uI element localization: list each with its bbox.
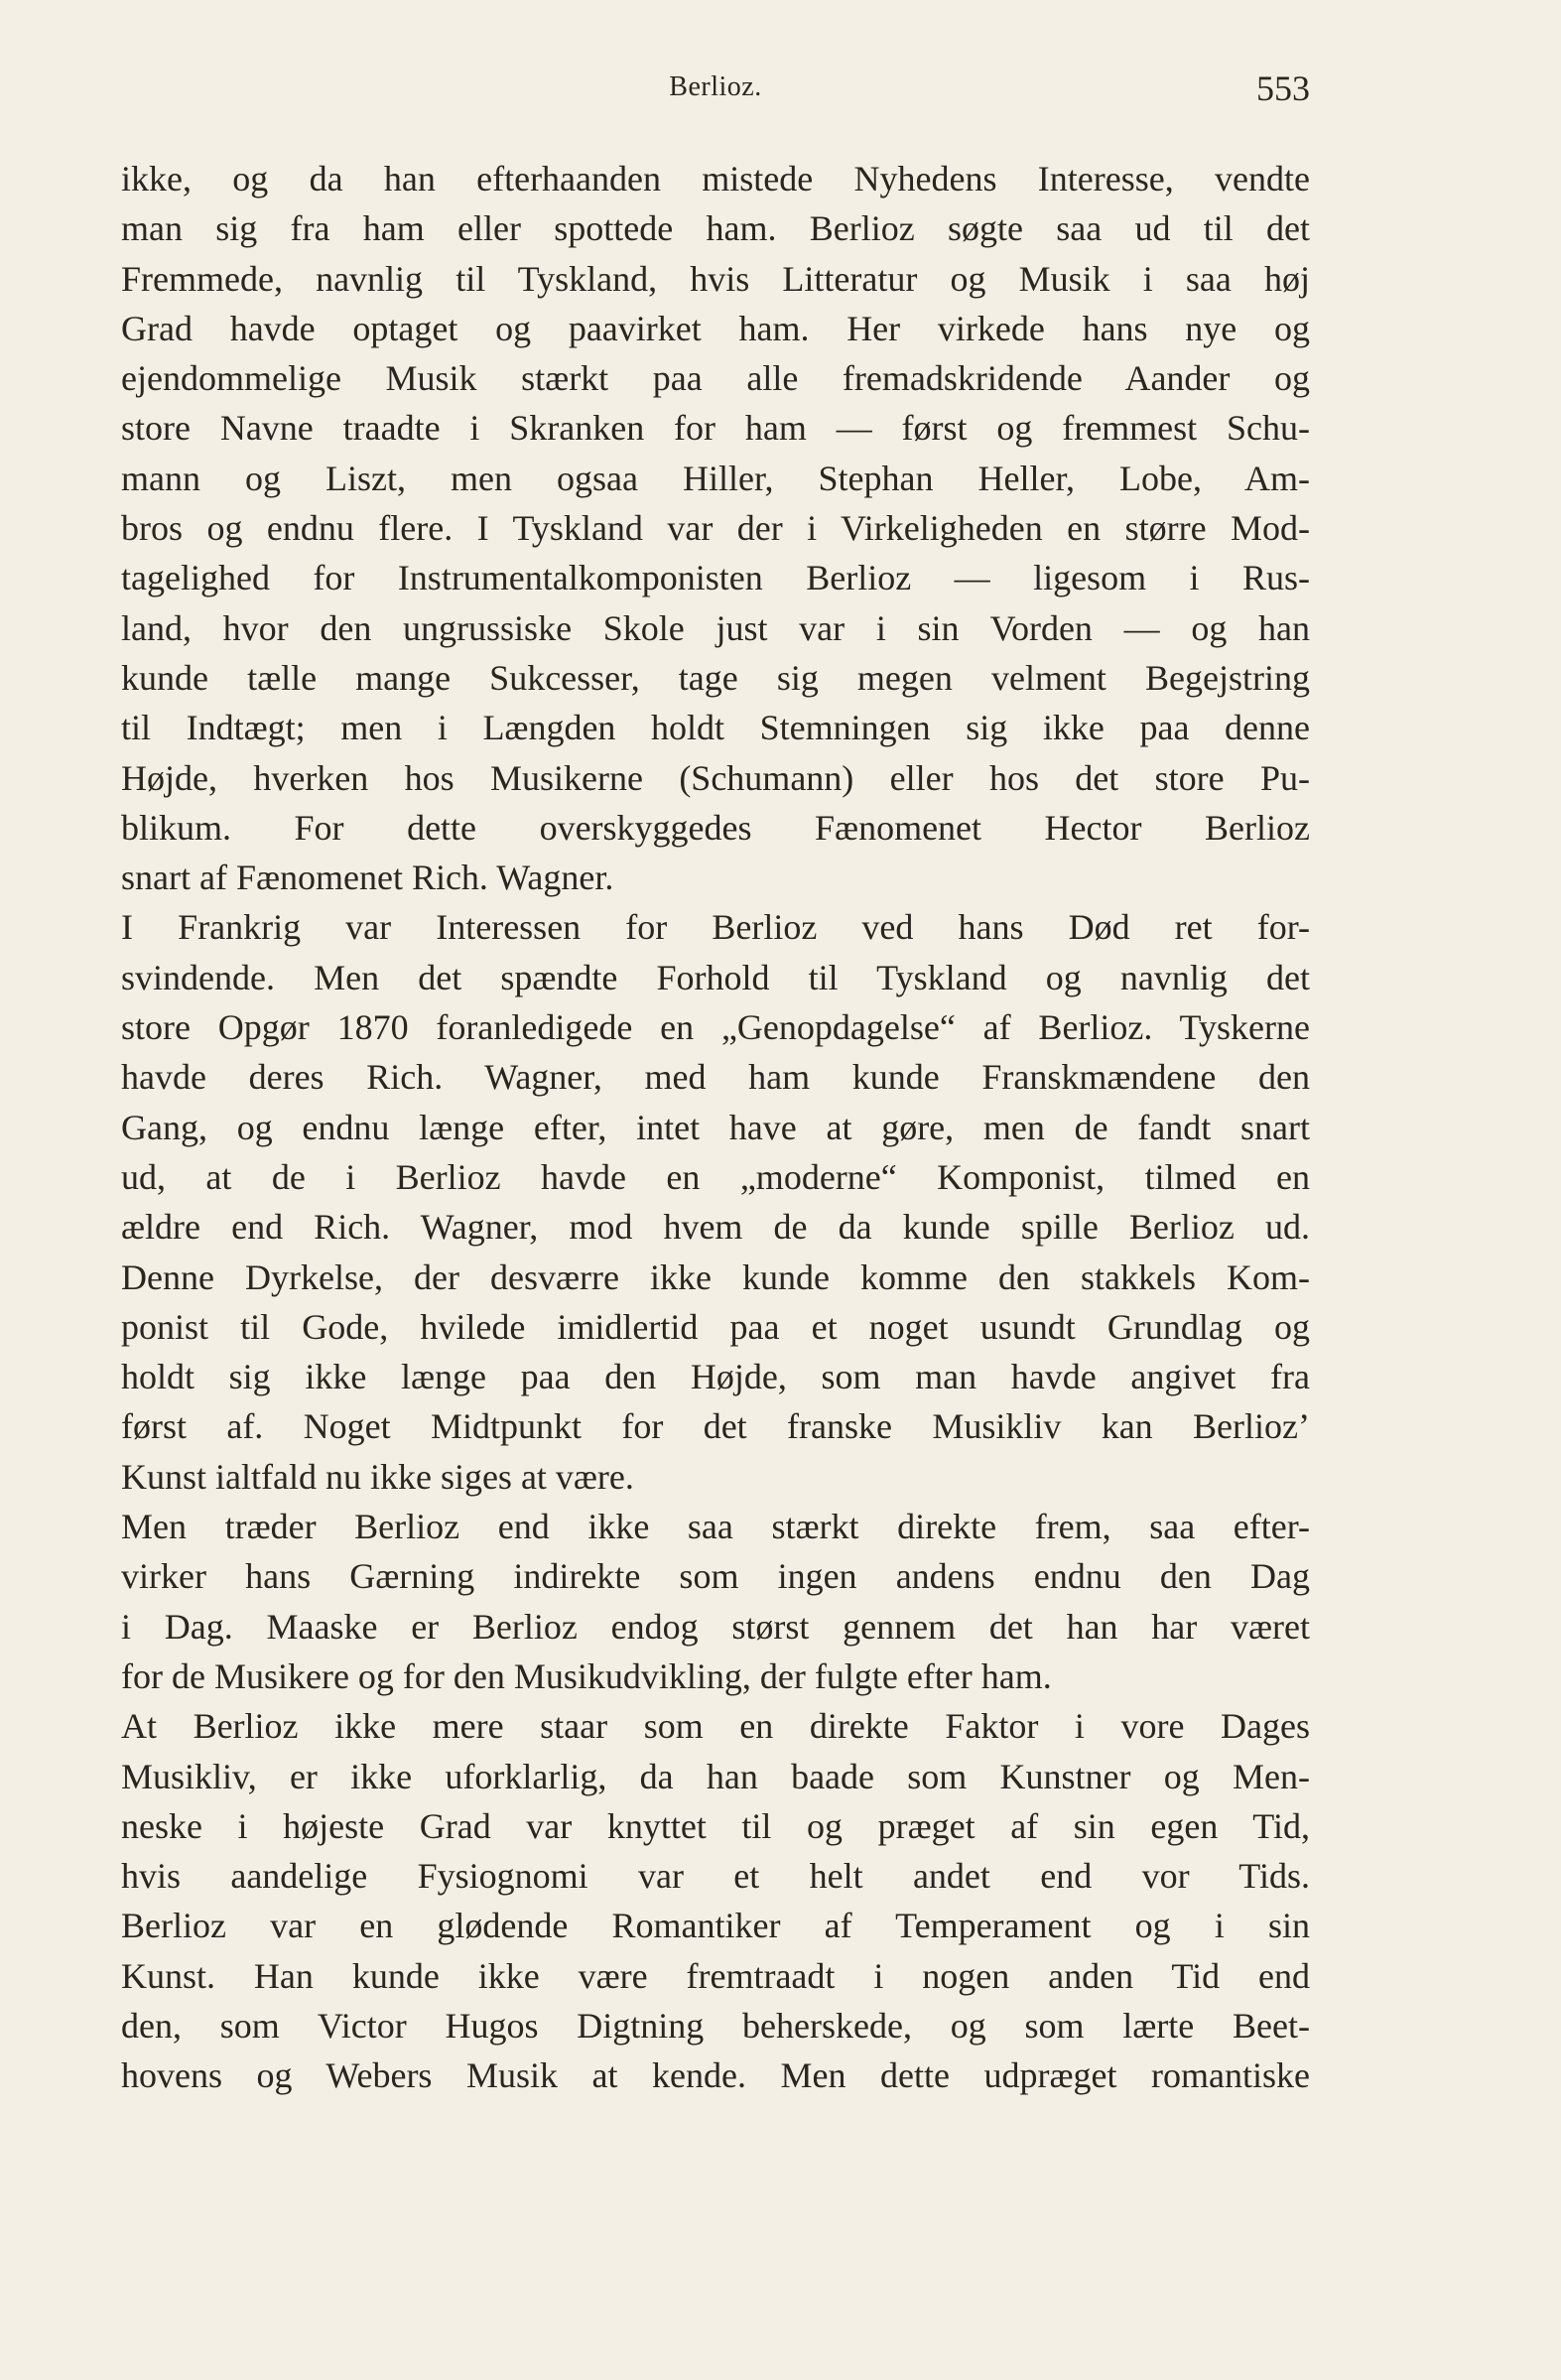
- running-title: Berlioz.: [669, 71, 762, 102]
- text-line: holdt sig ikke længe paa den Højde, som man havde angivet fra: [121, 1357, 1310, 1397]
- text-line: virker hans Gærning indirekte som ingen andens endnu den Dag: [121, 1556, 1310, 1597]
- text-line: man sig fra ham eller spottede ham. Berlioz søgte saa ud til det: [121, 208, 1310, 249]
- text-line: kunde tælle mange Sukcesser, tage sig megen velment Begejstring: [121, 657, 1310, 698]
- text-line: hvis aandelige Fysiognomi var et helt andet end vor Tids.: [121, 1856, 1310, 1897]
- text-line: ud, at de i Berlioz havde en „moderne“ Komponist, tilmed en: [121, 1156, 1310, 1197]
- text-line: ejendommelige Musik stærkt paa alle fremadskridende Aander og: [121, 358, 1310, 399]
- text-line: Højde, hverken hos Musikerne (Schumann) eller hos det store Pu-: [121, 757, 1310, 798]
- page-number: 553: [1256, 68, 1310, 108]
- text-line: Fremmede, navnlig til Tyskland, hvis Litteratur og Musik i saa høj: [121, 258, 1310, 299]
- text-line: for de Musikere og for den Musikudvikling, der fulgte efter ham.: [121, 1655, 1052, 1696]
- text-line: snart af Fænomenet Rich. Wagner.: [121, 858, 614, 898]
- text-line: bros og endnu flere. I Tyskland var der i Virkeligheden en større Mod-: [121, 508, 1310, 549]
- text-line: Men træder Berlioz end ikke saa stærkt direkte frem, saa efter-: [121, 1507, 1310, 1547]
- text-line: Grad havde optaget og paavirket ham. Her virkede hans nye og: [121, 308, 1310, 348]
- text-line: Musikliv, er ikke uforklarlig, da han baade som Kunstner og Men-: [121, 1756, 1310, 1796]
- text-line: Kunst. Han kunde ikke være fremtraadt i nogen anden Tid end: [121, 1955, 1310, 1996]
- text-line: neske i højeste Grad var knyttet til og præget af sin egen Tid,: [121, 1805, 1310, 1846]
- text-line: store Navne traadte i Skranken for ham — først og fremmest Schu-: [121, 408, 1310, 449]
- text-line: Denne Dyrkelse, der desværre ikke kunde komme den stakkels Kom-: [121, 1256, 1310, 1297]
- text-line: hovens og Webers Musik at kende. Men dette udpræget romantiske: [121, 2055, 1310, 2096]
- text-line: til Indtægt; men i Længden holdt Stemningen sig ikke paa denne: [121, 708, 1310, 748]
- text-line: i Dag. Maaske er Berlioz endog størst gennem det han har været: [121, 1606, 1310, 1647]
- text-line: Berlioz var en glødende Romantiker af Temperament og i sin: [121, 1906, 1310, 1946]
- body-text: [121, 154, 1310, 2101]
- text-line: havde deres Rich. Wagner, med ham kunde Franskmændene den: [121, 1057, 1310, 1098]
- text-line: Gang, og endnu længe efter, intet have at gøre, men de fandt snart: [121, 1107, 1310, 1147]
- text-line: I Frankrig var Interessen for Berlioz ved hans Død ret for-: [121, 907, 1310, 948]
- text-line: ikke, og da han efterhaanden mistede Nyhedens Interesse, vendte: [121, 159, 1310, 198]
- text-line: ældre end Rich. Wagner, mod hvem de da kunde spille Berlioz ud.: [121, 1207, 1310, 1248]
- text-line: store Opgør 1870 foranledigede en „Genopdagelse“ af Berlioz. Tyskerne: [121, 1007, 1310, 1048]
- text-line: ponist til Gode, hvilede imidlertid paa et noget usundt Grundlag og: [121, 1306, 1310, 1347]
- running-head: [121, 67, 1310, 117]
- text-line: svindende. Men det spændte Forhold til Tyskland og navnlig det: [121, 957, 1310, 997]
- text-line: blikum. For dette overskyggedes Fænomenet Hector Berlioz: [121, 807, 1310, 848]
- text-line: At Berlioz ikke mere staar som en direkte Faktor i vore Dages: [121, 1706, 1310, 1747]
- text-line: den, som Victor Hugos Digtning beherskede, og som lærte Beet-: [121, 2005, 1310, 2046]
- text-line: først af. Noget Midtpunkt for det franske Musikliv kan Berlioz’: [121, 1406, 1310, 1447]
- text-line: mann og Liszt, men ogsaa Hiller, Stephan Heller, Lobe, Am-: [121, 458, 1310, 498]
- text-line: land, hvor den ungrussiske Skole just var i sin Vorden — og han: [121, 607, 1310, 648]
- text-line: tagelighed for Instrumentalkomponisten Berlioz — ligesom i Rus-: [121, 558, 1310, 598]
- text-line: Kunst ialtfald nu ikke siges at være.: [121, 1456, 634, 1497]
